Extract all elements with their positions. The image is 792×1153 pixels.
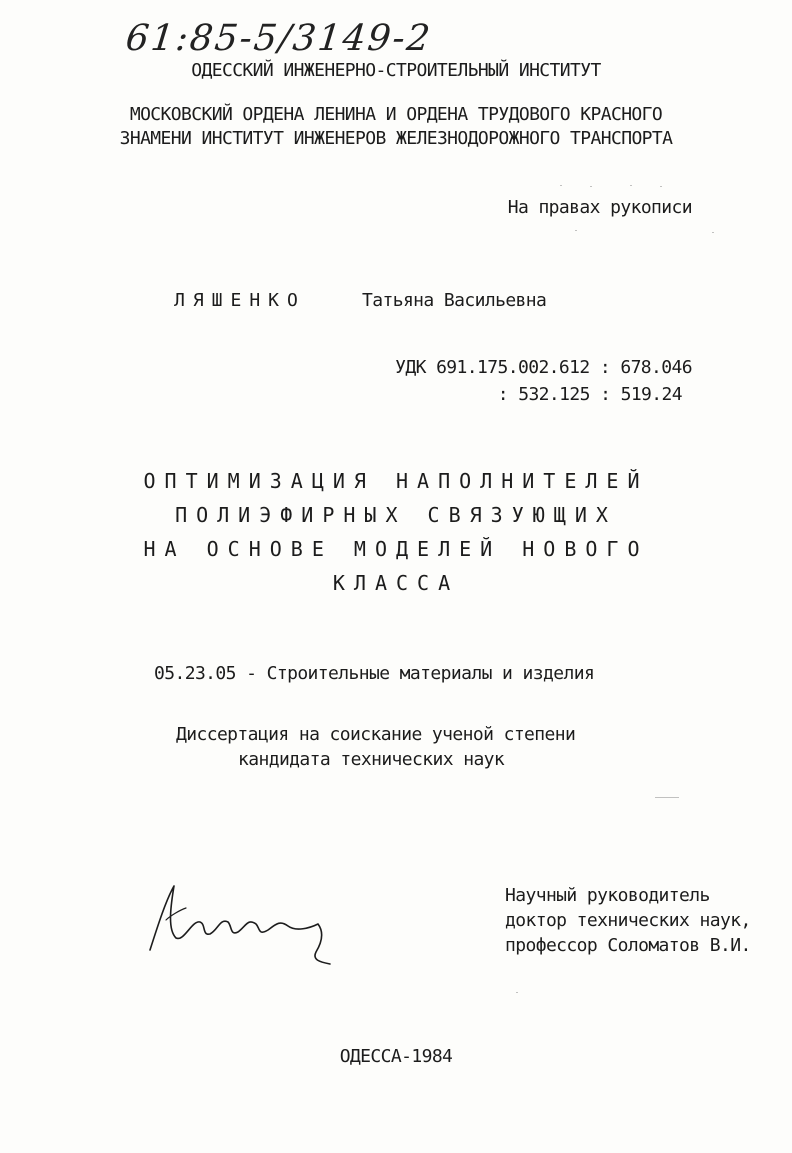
author-signature xyxy=(140,880,350,970)
author-given-names: Татьяна Васильевна xyxy=(362,290,547,311)
institution-moscow-line1: МОСКОВСКИЙ ОРДЕНА ЛЕНИНА И ОРДЕНА ТРУДОВОГО КРАСНОГО xyxy=(129,104,663,125)
supervisor-name: профессор Соломатов В.И. xyxy=(505,935,751,956)
scan-speck xyxy=(655,797,679,798)
manuscript-rights-note: На правах рукописи xyxy=(507,197,692,218)
degree-line-1: Диссертация на соискание ученой степени xyxy=(176,724,576,745)
scan-speck xyxy=(630,185,632,186)
scan-speck xyxy=(590,186,592,187)
title-line-1: ОПТИМИЗАЦИЯ НАПОЛНИТЕЛЕЙ xyxy=(143,469,649,493)
scan-speck xyxy=(660,186,662,187)
udc-line-2: : 532.125 : 519.24 xyxy=(497,384,682,405)
scan-speck xyxy=(712,232,714,233)
title-line-2: ПОЛИЭФИРНЫХ СВЯЗУЮЩИХ xyxy=(175,503,617,527)
title-line-3: НА ОСНОВЕ МОДЕЛЕЙ НОВОГО xyxy=(143,537,649,561)
supervisor-label: Научный руководитель xyxy=(505,885,710,906)
scan-speck xyxy=(560,185,562,186)
scan-speck xyxy=(516,992,518,993)
city-and-year: ОДЕССА-1984 xyxy=(339,1046,453,1067)
supervisor-degree: доктор технических наук, xyxy=(505,910,751,931)
udc-line-1: УДК 691.175.002.612 : 678.046 xyxy=(395,357,692,378)
scan-speck xyxy=(575,230,577,231)
degree-line-2: кандидата технических наук xyxy=(238,749,505,770)
institution-odessa: ОДЕССКИЙ ИНЖЕНЕРНО-СТРОИТЕЛЬНЫЙ ИНСТИТУТ xyxy=(191,60,601,81)
archive-number-handwritten: 61:85-5/3149-2 xyxy=(123,18,434,59)
specialty-code: 05.23.05 - Строительные материалы и изделия xyxy=(154,663,595,684)
title-line-4: КЛАССА xyxy=(332,571,460,595)
author-surname: ЛЯШЕНКО xyxy=(174,290,306,311)
institution-moscow-line2: ЗНАМЕНИ ИНСТИТУТ ИНЖЕНЕРОВ ЖЕЛЕЗНОДОРОЖНОГО ТРАНСПОРТА xyxy=(119,128,673,149)
